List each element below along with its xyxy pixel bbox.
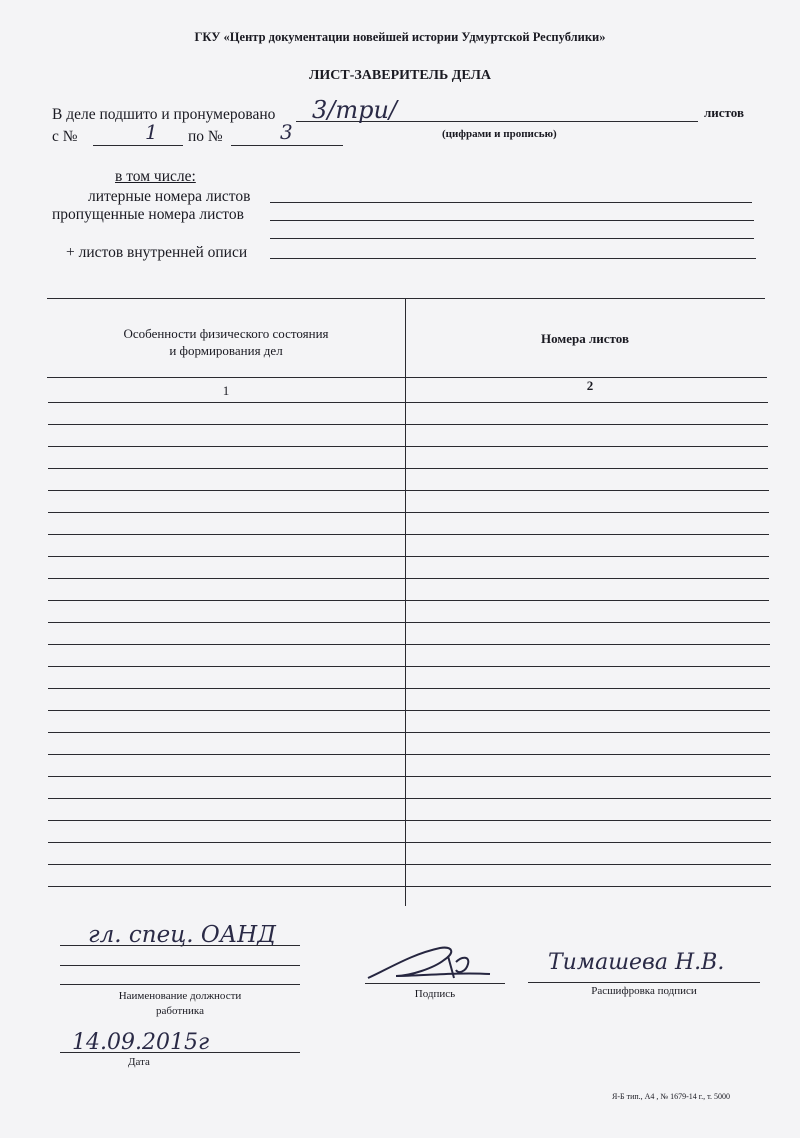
- from-number-label: с №: [52, 128, 78, 145]
- column-1-header-line-1: Особенности физического состояния: [123, 326, 329, 341]
- table-row-line: [48, 512, 769, 513]
- table-row-line: [48, 446, 768, 447]
- date-handwritten-value: 14.09.2015г: [72, 1030, 210, 1055]
- handwritten-signature: [360, 942, 510, 986]
- missing-numbers-line: [270, 220, 754, 221]
- column-1-header-line-2: и формирования дел: [169, 343, 283, 358]
- table-row-line: [48, 644, 770, 645]
- table-row-line: [48, 820, 771, 821]
- sheets-word: листов: [704, 105, 744, 120]
- table-row-line: [48, 600, 769, 601]
- column-2-header: Номера листов: [541, 331, 629, 346]
- table-row-line: [48, 424, 768, 425]
- table-row-line: [48, 490, 769, 491]
- position-handwritten-value: гл. спец. ОАНД: [88, 922, 276, 948]
- internal-inventory-label: + листов внутренней описи: [66, 244, 248, 261]
- table-row-line: [48, 798, 771, 799]
- position-line-3: [60, 984, 300, 985]
- to-number-value: 3: [280, 120, 293, 144]
- table-row-line: [48, 468, 768, 469]
- letter-numbers-label: литерные номера листов: [88, 188, 251, 205]
- table-row-line: [48, 886, 771, 887]
- column-1-number: 1: [222, 383, 230, 398]
- table-column-divider: [405, 298, 406, 906]
- missing-numbers-label: пропущенные номера листов: [52, 206, 244, 223]
- date-line: [60, 1052, 300, 1053]
- including-label: в том числе:: [115, 168, 196, 185]
- organization-name: ГКУ «Центр документации новейшей истории Удмуртской Республики»: [194, 30, 606, 44]
- table-row-line: [48, 688, 770, 689]
- position-label-line-2: работника: [156, 1005, 204, 1017]
- table-row-line: [48, 578, 769, 579]
- signature-label: Подпись: [414, 988, 456, 1000]
- position-label-line-1: Наименование должности: [118, 990, 242, 1002]
- document-title: ЛИСТ-ЗАВЕРИТЕЛЬ ДЕЛА: [308, 68, 492, 83]
- digits-note: (цифрами и прописью): [442, 128, 557, 140]
- table-row-line: [48, 754, 770, 755]
- column-2-number: 2: [586, 378, 594, 393]
- print-info: Я-Б тип., А4 , № 1679-14 г., т. 5000: [612, 1092, 730, 1101]
- numbered-handwritten-value: 3/три/: [312, 96, 398, 124]
- to-number-line: [231, 145, 343, 146]
- position-label: [60, 989, 300, 1019]
- table-row-line: [48, 732, 770, 733]
- signature-line: [365, 983, 505, 984]
- table-row-line: [48, 402, 768, 403]
- to-number-label: по №: [188, 128, 223, 145]
- signature-decoding-line: [528, 982, 760, 983]
- internal-inventory-line: [270, 258, 756, 259]
- table-row-line: [48, 842, 771, 843]
- date-label: Дата: [128, 1056, 150, 1068]
- table-row-line: [48, 776, 771, 777]
- table-row-line: [48, 864, 771, 865]
- signature-decoding-handwritten-value: Тимашева Н.В.: [548, 950, 725, 975]
- table-row-line: [48, 622, 770, 623]
- signature-decoding-label: Расшифровка подписи: [591, 985, 697, 997]
- missing-numbers-line-2: [270, 238, 754, 239]
- table-top-border: [47, 298, 765, 299]
- from-number-value: 1: [145, 120, 158, 144]
- table-row-line: [48, 710, 770, 711]
- letter-numbers-line: [270, 202, 752, 203]
- table-row-line: [48, 534, 769, 535]
- numbered-label: В деле подшито и пронумеровано: [52, 106, 276, 123]
- position-line-2: [60, 965, 300, 966]
- position-line-1: [60, 945, 300, 946]
- table-row-line: [48, 556, 769, 557]
- from-number-line: [93, 145, 183, 146]
- table-row-line: [48, 666, 770, 667]
- column-1-header: [50, 325, 402, 359]
